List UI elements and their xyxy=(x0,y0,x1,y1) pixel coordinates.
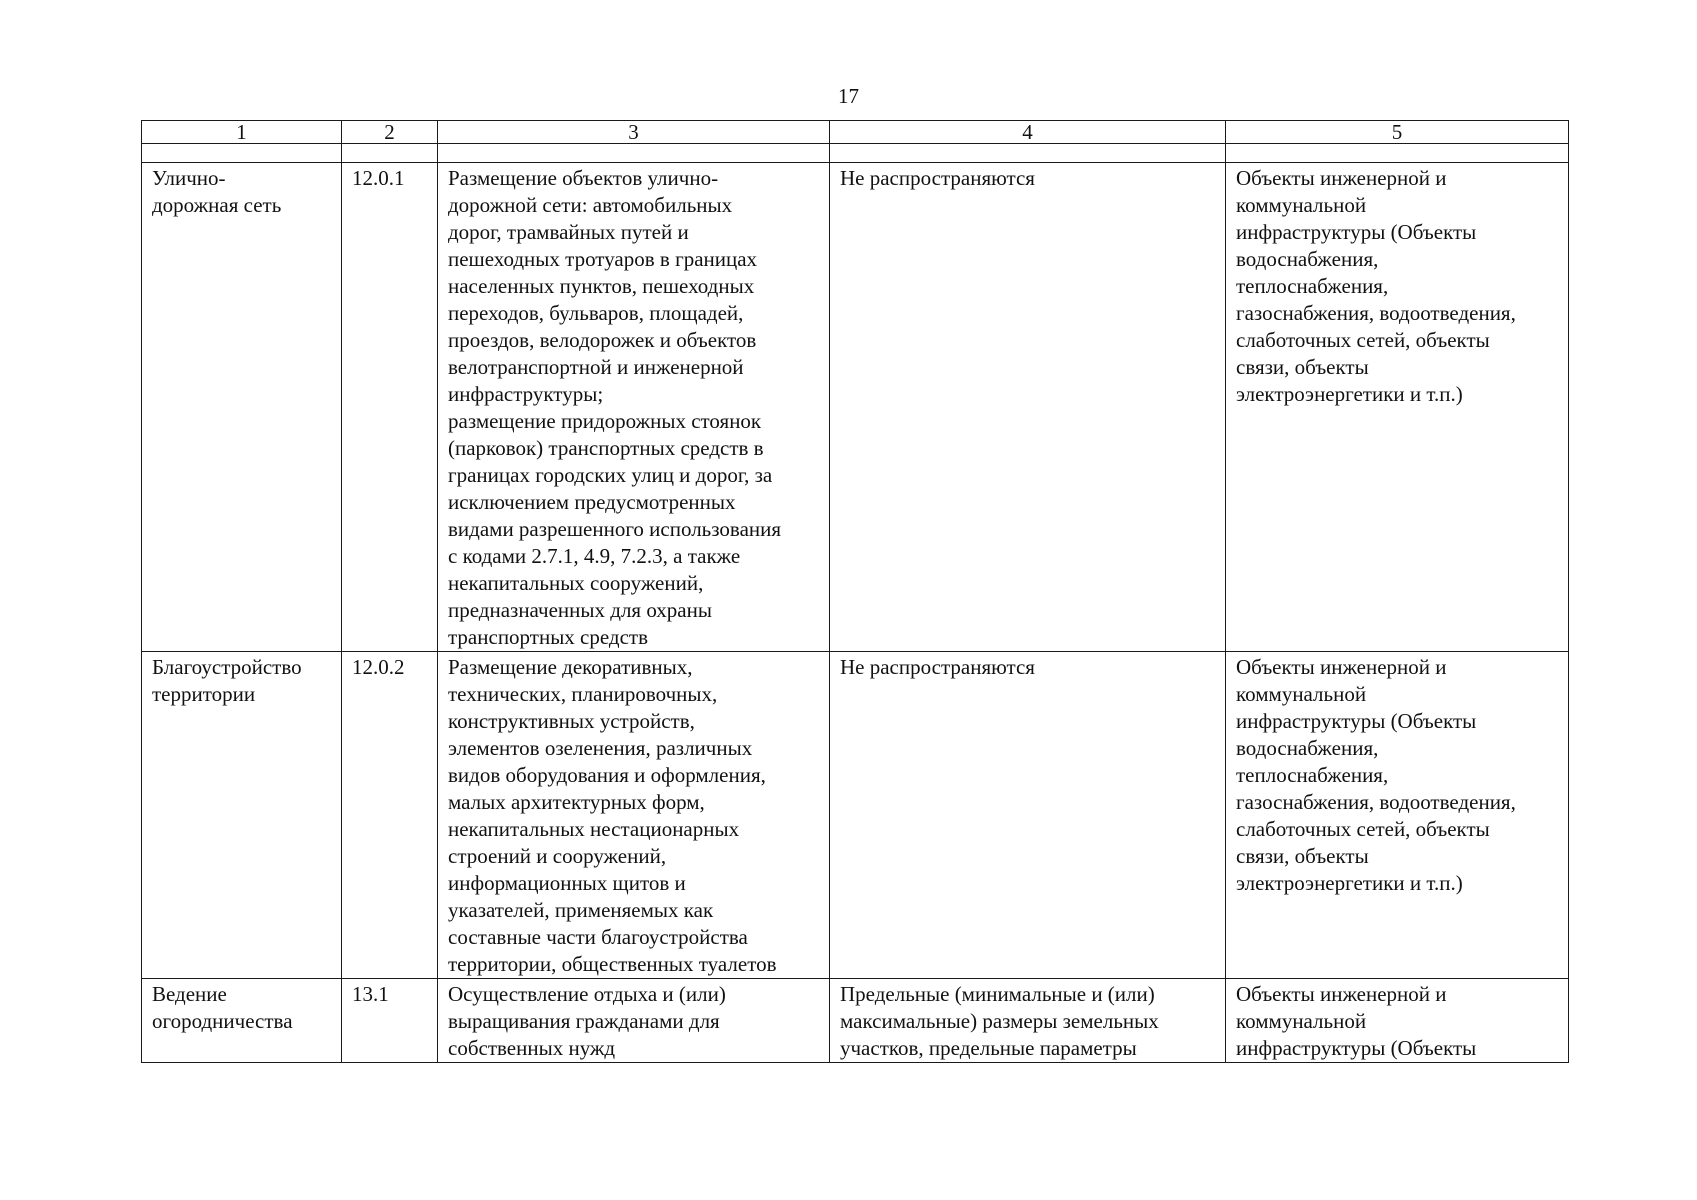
use-type-name: Улично- дорожная сеть xyxy=(152,166,282,217)
empty-cell xyxy=(438,144,830,163)
use-type-name: Благоустройство территории xyxy=(152,655,302,706)
use-type-description: Осуществление отдыха и (или) выращивания гражданами для собственных нужд xyxy=(448,982,726,1060)
column-header: 1 xyxy=(142,121,342,144)
column-header: 3 xyxy=(438,121,830,144)
capital-objects-cell xyxy=(1226,163,1569,652)
capital-objects: Объекты инженерной и коммунальной инфраструктуры (Объекты водоснабжения, теплоснабжения, газоснабжения, водоотведения, слаботочных сетей, объекты связи, объекты электроэнергетики и т.п.) xyxy=(1236,655,1516,895)
use-type-code: 12.0.1 xyxy=(352,166,405,190)
use-type-name-cell xyxy=(142,652,342,979)
column-header: 4 xyxy=(830,121,1226,144)
page-number: 17 xyxy=(838,84,859,108)
use-type-code: 13.1 xyxy=(352,982,389,1006)
limit-parameters-cell xyxy=(830,163,1226,652)
use-type-description: Размещение декоративных, технических, планировочных, конструктивных устройств, элементов озеленения, различных видов оборудования и оформления, малых архитектурных форм, некапитальных нестационарных строений и сооружений, информационных щитов и указателей, применяемых как составные части благоустройства территории, общественных туалетов xyxy=(448,655,777,976)
column-header: 2 xyxy=(342,121,438,144)
use-type-description-cell xyxy=(438,652,830,979)
table-header-row xyxy=(142,121,1569,144)
use-type-name-cell xyxy=(142,163,342,652)
limit-parameters: Предельные (минимальные и (или) максимальные) размеры земельных участков, предельные параметры xyxy=(840,982,1159,1060)
limit-parameters: Не распространяются xyxy=(840,166,1035,190)
land-use-table xyxy=(141,120,1569,1063)
use-type-code-cell xyxy=(342,652,438,979)
capital-objects-cell xyxy=(1226,652,1569,979)
table-row xyxy=(142,979,1569,1063)
limit-parameters: Не распространяются xyxy=(840,655,1035,679)
table-spacer-row xyxy=(142,144,1569,163)
column-header: 5 xyxy=(1226,121,1569,144)
empty-cell xyxy=(142,144,342,163)
use-type-name: Ведение огородничества xyxy=(152,982,293,1033)
capital-objects-cell xyxy=(1226,979,1569,1063)
use-type-description-cell xyxy=(438,163,830,652)
use-type-description-cell xyxy=(438,979,830,1063)
use-type-name-cell xyxy=(142,979,342,1063)
empty-cell xyxy=(1226,144,1569,163)
limit-parameters-cell xyxy=(830,652,1226,979)
limit-parameters-cell xyxy=(830,979,1226,1063)
use-type-description: Размещение объектов улично- дорожной сети: автомобильных дорог, трамвайных путей и пешеходных тротуаров в границах населенных пунктов, пешеходных переходов, бульваров, площадей, проездов, велодорожек и объектов велотранспортной и инженерной инфраструктуры; размещение придорожных стоянок (парковок) транспортных средств в границах городских улиц и дорог, за исключением предусмотренных видами разрешенного использования с кодами 2.7.1, 4.9, 7.2.3, а также некапитальных сооружений, предназначенных для охраны транспортных средств xyxy=(448,166,782,649)
capital-objects: Объекты инженерной и коммунальной инфраструктуры (Объекты водоснабжения, теплоснабжения, газоснабжения, водоотведения, слаботочных сетей, объекты связи, объекты электроэнергетики и т.п.) xyxy=(1236,166,1516,406)
use-type-code-cell xyxy=(342,979,438,1063)
capital-objects: Объекты инженерной и коммунальной инфраструктуры (Объекты xyxy=(1236,982,1477,1060)
use-type-code: 12.0.2 xyxy=(352,655,405,679)
empty-cell xyxy=(342,144,438,163)
table-row xyxy=(142,652,1569,979)
table-row xyxy=(142,163,1569,652)
empty-cell xyxy=(830,144,1226,163)
use-type-code-cell xyxy=(342,163,438,652)
